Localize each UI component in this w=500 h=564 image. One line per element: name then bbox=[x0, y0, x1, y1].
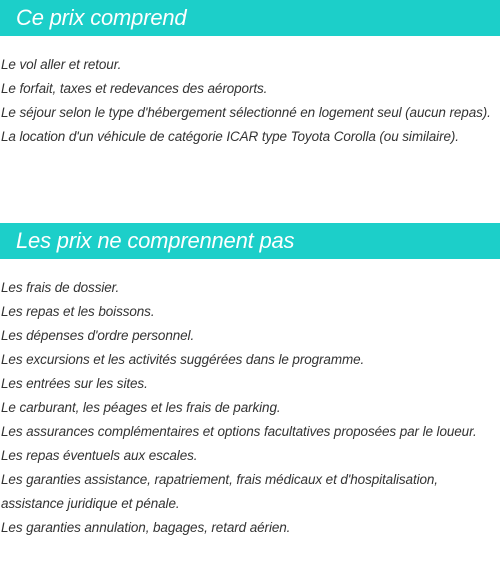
price-excludes-title: Les prix ne comprennent pas bbox=[16, 228, 295, 253]
list-item: La location d'un véhicule de catégorie ICAR type Toyota Corolla (ou similaire). bbox=[1, 129, 459, 144]
list-item: Le carburant, les péages et les frais de parking. bbox=[1, 400, 281, 415]
list-item: Les repas et les boissons. bbox=[1, 304, 155, 319]
price-includes-section bbox=[0, 0, 500, 149]
price-includes-header bbox=[0, 0, 500, 36]
price-excludes-header bbox=[0, 223, 500, 259]
list-item: Le forfait, taxes et redevances des aéroports. bbox=[1, 81, 268, 96]
price-excludes-list bbox=[0, 276, 500, 540]
list-item: Les dépenses d'ordre personnel. bbox=[1, 328, 195, 343]
price-includes-list bbox=[0, 53, 500, 149]
list-item: Le séjour selon le type d'hébergement sélectionné en logement seul (aucun repas). bbox=[1, 105, 491, 120]
list-item: Les assurances complémentaires et options facultatives proposées par le loueur. bbox=[1, 424, 477, 439]
list-item: Les garanties assistance, rapatriement, frais médicaux et d'hospitalisation, assistance juridique et pénale. bbox=[1, 472, 438, 511]
list-item: Les frais de dossier. bbox=[1, 280, 120, 295]
list-item: Le vol aller et retour. bbox=[1, 57, 122, 72]
list-item: Les entrées sur les sites. bbox=[1, 376, 148, 391]
list-item: Les garanties annulation, bagages, retard aérien. bbox=[1, 520, 291, 535]
list-item: Les repas éventuels aux escales. bbox=[1, 448, 198, 463]
price-excludes-section bbox=[0, 223, 500, 540]
list-item: Les excursions et les activités suggérées dans le programme. bbox=[1, 352, 365, 367]
price-includes-title: Ce prix comprend bbox=[16, 5, 187, 30]
